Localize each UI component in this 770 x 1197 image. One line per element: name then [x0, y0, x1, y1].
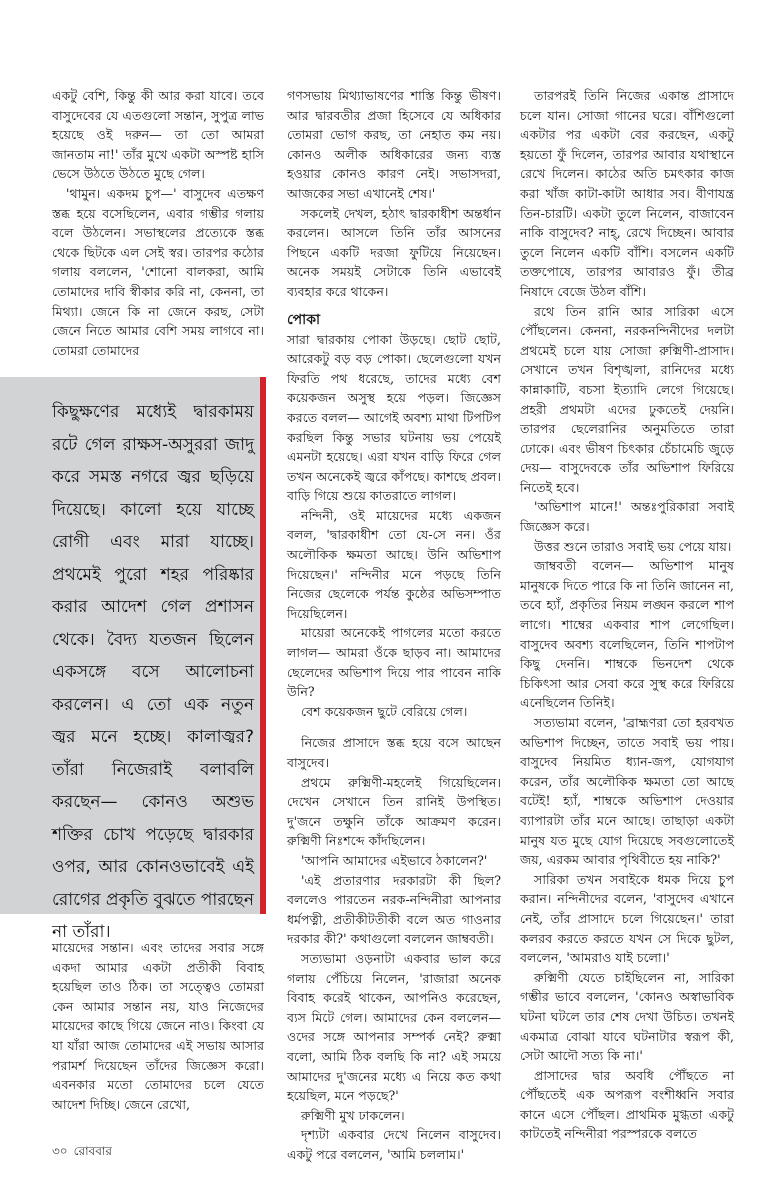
paragraph: গণসভায় মিথ্যাভাষণের শাস্তি কিন্তু ভীষণ। আর দ্বারবতীর প্রজা হিসেবে যে অধিকার তোমরা ভোগ করছ, তা নেহাত কম নয়। কোনও অলীক অধিকারের জন্য ব্যস্ত হওয়ার কোনও কারণ নেই। সভাসদরা, আজকের সভা এখানেই শেষ।' — [287, 88, 501, 201]
page-footer — [52, 1143, 118, 1163]
paragraph: মায়েরা অনেকেই পাগলের মতো করতে লাগল— আমরা ওঁকে ছাড়ব না। আমাদের ছেলেদের অভিশাপ দিয়ে পার পাবেন নাকি উনি? — [287, 625, 501, 700]
column-2 — [287, 86, 501, 1162]
page-number: ৩০ — [52, 1144, 68, 1158]
paragraph: সারিকা তখন সবাইকে ধমক দিয়ে চুপ করান। নন্দিনীদের বলেন, 'বাসুদেব এখানে নেই, তাঁর প্রাসাদে চলে গিয়েছেন।' তারা কলরব করতে করতে যখন সে দিকে ছুটল, বললেন, 'আমরাও যাই চলো।' — [520, 871, 734, 966]
paragraph: রুক্মিণী মুখ ঢাকলেন। — [301, 1107, 405, 1123]
paragraph: উত্তর শুনে তারাও সবাই ভয় পেয়ে যায়। — [534, 538, 732, 554]
paragraph: সকলেই দেখল, হঠাৎ দ্বারকাধীশ অন্তর্ধান করলেন। আসলে তিনি তাঁর আসনের পিছনে একটি দরজা ফুটিয়ে নিয়েছেন। অনেক সময়ই সেটাকে তিনি এভাবেই ব্যবহার করে থাকেন। — [287, 205, 501, 299]
pullquote-accent-rule — [260, 377, 266, 914]
paragraph: বেশ কয়েকজন ছুটে বেরিয়ে গেল। — [301, 703, 468, 719]
paragraph: 'থামুন। একদম চুপ—' বাসুদেব এতক্ষণ স্তব্ধ হয়ে বসেছিলেন, এবার গম্ভীর গলায় বলে উঠলেন। সভাস্থলের প্রত্যেকে স্তব্ধ থেকে ছিটকে এল সেই স্বর। তারপর কঠোর গলায় বললেন, 'শোনো বালকরা, আমি তোমাদের দাবি স্বীকার করি না, কেননা, তা মিথ্যা। জেনে কি না জেনে করছ, সেটা জেনে নিতে আমার বেশি সময় লাগবে না। তোমরা তোমাদের — [52, 185, 264, 358]
section-heading: পোকা — [287, 311, 321, 328]
paragraph: 'এই প্রতারণার দরকারটা কী ছিল? বললেও পারতেন নরক-নন্দিনীরা আপনার ধর্মপত্নী, প্রতীকীটতীকী বলে অত গাওনার দরকার কী?' কথাগুলো বললেন জাম্ববতী। — [287, 872, 501, 947]
paragraph: নিজের প্রাসাদে স্তব্ধ হয়ে বসে আছেন বাসুদেব। — [287, 735, 501, 770]
paragraph: প্রাসাদের দ্বার অবধি পৌঁছতে না পৌঁছতেই এক অপরূপ বংশীধ্বনি সবার কানে এসে পৌঁছল। প্রাথমিক মুগ্ধতা একটু কাটতেই নন্দিনীরা পরস্পরকে বলতে — [520, 1067, 734, 1142]
paragraph: রুক্মিণী যেতে চাইছিলেন না, সারিকা গম্ভীর ভাবে বললেন, 'কোনও অস্বাভাবিক ঘটনা ঘটলে তার শেষ দেখা উচিত। তখনই একমাত্র বোঝা যাবে ঘটনাটার স্বরূপ কী, সেটা আদৌ সত্য কি না।' — [520, 969, 734, 1064]
column-1-bottom — [52, 938, 264, 1118]
column-3 — [520, 86, 734, 1142]
paragraph: নন্দিনী, ওই মায়েদের মধ্যে একজন বলল, 'দ্বারকাধীশ তো যে-সে নন। ওঁর অলৌকিক ক্ষমতা আছে। উনি অভিশাপ দিয়েছেন।' নন্দিনীর মনে পড়ছে তিনি নিজের ছেলেকে পর্যন্ত কুষ্ঠের অভিসম্পাত দিয়েছিলেন। — [287, 507, 501, 621]
section-break — [287, 721, 501, 733]
magazine-name: রোববার — [73, 1144, 112, 1158]
column-1-top — [52, 86, 264, 358]
paragraph: তারপরই তিনি নিজের একান্ত প্রাসাদে চলে যান। সোজা গানের ঘরে। বাঁশিগুলো একটার পর একটা বের করছেন, একটু হয়তো ফুঁ দিলেন, তারপর আবার যথাস্থানে রেখে দিলেন। কাঠের অতি চমৎকার কাজ করা খাঁজ কাটা-কাটা আধার সব। বীণাযন্ত্র তিন-চারটি। একটা তুলে নিলেন, বাজাবেন নাকি বাসুদেব? নাহ্‌, রেখে দিচ্ছেন। আবার তুলে নিলেন একটি বাঁশি। বসলেন একটি তক্তপোষে, তারপর আবারও ফুঁ। তীব্র নিষাদে বেজে উঠল বাঁশি। — [520, 88, 734, 299]
paragraph: জাম্ববতী বলেন— অভিশাপ মানুষ মানুষকে দিতে পারে কি না তিনি জানেন না, তবে হ্যাঁ, প্রকৃতির নিয়ম লঙ্ঘন করলে শাপ লাগে। শাম্বের একবার শাপ লেগেছিল। বাসুদেব অবশ্য বলেছিলেন, তিনি শাপটাপ কিছু দেননি। শাম্বকে ভিনদেশ থেকে চিকিৎসা আর সেবা করে সুস্থ করে ফিরিয়ে এনেছিলেন তিনিই। — [520, 558, 734, 711]
pullquote-text: কিছুক্ষণের মধ্যেই দ্বারকাময় রটে গেল রাক্ষস-অসুররা জাদু করে সমস্ত নগরে জ্বর ছড়িয়ে দিয়েছে। কালো হয়ে যাচ্ছে রোগী এবং মারা যাচ্ছে। প্রথমেই পুরো শহর পরিষ্কার করার আদেশ গেল প্রশাসন থেকে। বৈদ্য যতজন ছিলেন একসঙ্গে বসে আলোচনা করলেন। এ তো এক নতুন জ্বর মনে হচ্ছে। কালাজ্বর? তাঁরা নিজেরাই বলাবলি করছেন— কোনও অশুভ শক্তির চোখ পড়েছে দ্বারকার ওপর, আর কোনওভাবেই এই রোগের প্রকৃতি বুঝতে পারছেন না তাঁরা। — [52, 402, 254, 942]
paragraph: মায়েদের সন্তান। এবং তাদের সবার সঙ্গে একদা আমার একটা প্রতীকী বিবাহ হয়েছিল তাও ঠিক। তা সত্ত্বেও তোমরা কেন আমার সন্তান নয়, যাও নিজেদের মায়েদের কাছে গিয়ে জেনে নাও। কিংবা যে যা যাঁরা আজ তোমাদের এই সভায় আসার পরামর্শ দিয়েছেন তাঁদের জিজ্ঞেস করো। এবনকার মতো তোমাদের চলে যেতে আদেশ দিচ্ছি। জেনে রেখো, — [52, 940, 264, 1112]
paragraph: সত্যভামা ওড়নাটা একবার ভাল করে গলায় পেঁচিয়ে নিলেন, 'রাজারা অনেক বিবাহ করেই থাকেন, আপনিও করেছেন, ব্যস মিটে গেল। আমাদের কেন বললেন— ওদের সঙ্গে আপনার সম্পর্ক নেই? রুক্মা বলো, আমি ঠিক বলছি কি না? এই সময়ে আমাদের দু'জনের মধ্যে এ নিয়ে কত কথা হয়েছিল, মনে পড়ছে?' — [287, 950, 501, 1104]
paragraph: সত্যভামা বলেন, 'ব্রাহ্মণরা তো হরবখত অভিশাপ দিচ্ছেন, তাতে সবাই ভয় পায়। বাসুদেব নিয়মিত ধ্যান-জপ, যোগযাগ করেন, তাঁর অলৌকিক ক্ষমতা তো আছে বটেই! হ্যাঁ, শাম্বকে অভিশাপ দেওয়ার ব্যাপারটা তাঁর মনে আছে। তাছাড়া একটা মানুষ যত মুছে যোগ দিয়েছে সবগুলোতেই জয়, এরকম আবার পৃথিবীতে হয় নাকি?' — [520, 715, 734, 868]
paragraph: 'আপনি আমাদের এইভাবে ঠকালেন?' — [301, 852, 488, 868]
paragraph: একটু বেশি, কিন্তু কী আর করা যাবে। তবে বাসুদেবের যে এতগুলো সন্তান, সুপুত্র লাভ হয়েছে ওই দরুন— তা তো আমরা জানতাম না!' তাঁর মুখে একটা অস্পষ্ট হাসি ভেসে উঠতে উঠতে মুছে গেল। — [52, 88, 264, 182]
paragraph: প্রথমে রুক্মিণী-মহলেই গিয়েছিলেন। দেখেন সেখানে তিন রানিই উপস্থিত। দু'জনে তক্ষুনি তাঁকে আক্রমণ করেন। রুক্মিণী নিঃশব্দে কাঁদছিলেন। — [287, 774, 501, 849]
paragraph: সারা দ্বারকায় পোকা উড়ছে। ছোট ছোট, আরেকটু বড় বড় পোকা। ছেলেগুলো যখন ফিরতি পথ ধরেছে, তাদের মধ্যে বেশ কয়েকজন অসুস্থ হয়ে পড়ল। জিজ্ঞেস করতে বলল— আগেই অবশ্য মাথা টিপটিপ করছিল কিন্তু সভার ঘটনায় ভয় পেয়েই এমনটা হয়েছে। এরা যখন বাড়ি ফিরে গেল তখন অনেকেই জ্বরে কাঁপছে। কাশছে প্রবল। বাড়ি গিয়ে শুয়ে কাতরাতে লাগল। — [287, 331, 501, 504]
paragraph: 'অভিশাপ মানে!' অন্তঃপুরিকারা সবাই জিজ্ঞেস করে। — [520, 499, 734, 535]
paragraph: দৃশ্যটা একবার দেখে নিলেন বাসুদেব। একটু পরে বললেন, 'আমি চললাম।' — [287, 1127, 501, 1162]
paragraph: রথে তিন রানি আর সারিকা এসে পৌঁছলেন। কেননা, নরকনন্দিনীদের দলটা প্রথমেই চলে যায় সোজা রুক্মিণী-প্রাসাদ। সেখানে তখন বিশৃঙ্খলা, রানিদের মধ্যে কান্নাকাটি, বচসা ইত্যাদি লেগে গিয়েছে। প্রহরী প্রথমটা এদের ঢুকতেই দেয়নি। তারপর ছেলেরানির অনুমতিতে তারা ঢোকে। এবং ভীষণ চিৎকার চেঁচামেচি জুড়ে দেয়— বাসুদেবকে তাঁর অভিশাপ ফিরিয়ে নিতেই হবে। — [520, 303, 734, 495]
